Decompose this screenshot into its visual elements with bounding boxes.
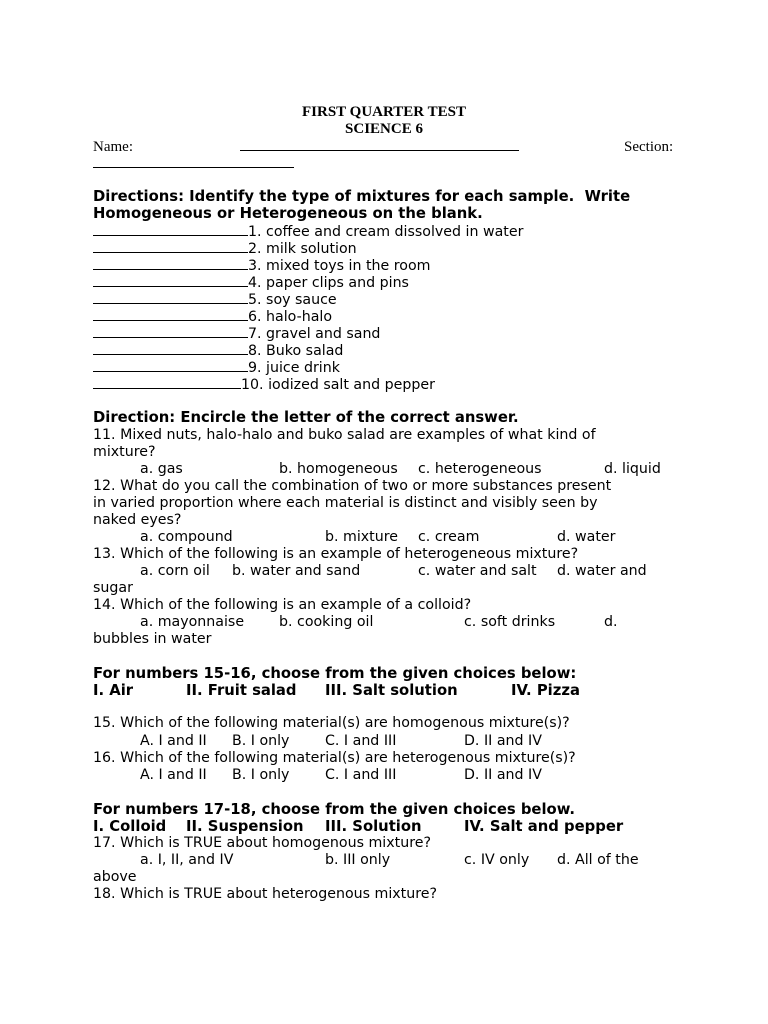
choice[interactable]: b. homogeneous: [279, 461, 398, 477]
choice[interactable]: A. I and II: [140, 733, 207, 749]
question-12: 12. What do you call the combination of two or more substances present: [93, 478, 612, 494]
question-16: 16. Which of the following material(s) are heterogenous mixture(s)?: [93, 750, 576, 766]
section-label: Section:: [624, 139, 674, 155]
option: III. Solution: [325, 818, 422, 835]
list-item: 3. mixed toys in the room: [93, 257, 431, 275]
question-11-cont: mixture?: [93, 444, 156, 460]
choice[interactable]: D. II and IV: [464, 733, 542, 749]
choice-wrap: above: [93, 869, 137, 885]
question-18: 18. Which is TRUE about heterogenous mixture?: [93, 886, 438, 902]
choice[interactable]: C. I and III: [325, 733, 397, 749]
list-item: 6. halo-halo: [93, 308, 332, 326]
choice[interactable]: d. All of the: [557, 852, 639, 868]
question-11: 11. Mixed nuts, halo-halo and buko salad are examples of what kind of: [93, 427, 596, 443]
choice[interactable]: A. I and II: [140, 767, 207, 783]
choice[interactable]: C. I and III: [325, 767, 397, 783]
choice[interactable]: a. I, II, and IV: [140, 852, 234, 868]
option: I. Colloid: [93, 818, 167, 835]
question-15: 15. Which of the following material(s) are homogenous mixture(s)?: [93, 715, 570, 731]
direction-encircle: Direction: Encircle the letter of the correct answer.: [93, 409, 519, 426]
option: I. Air: [93, 682, 134, 699]
choice[interactable]: a. gas: [140, 461, 183, 477]
list-item: 7. gravel and sand: [93, 325, 380, 343]
list-item: 1. coffee and cream dissolved in water: [93, 223, 523, 241]
answer-blank[interactable]: [93, 274, 248, 287]
choice[interactable]: d. liquid: [604, 461, 661, 477]
page-title: FIRST QUARTER TEST: [302, 104, 466, 120]
question-13: 13. Which of the following is an example of heterogeneous mixture?: [93, 546, 579, 562]
choice[interactable]: c. cream: [418, 529, 480, 545]
section-heading-17-18: For numbers 17-18, choose from the given choices below.: [93, 801, 576, 818]
choice[interactable]: a. compound: [140, 529, 233, 545]
choice[interactable]: a. corn oil: [140, 563, 210, 579]
choice[interactable]: b. water and sand: [232, 563, 361, 579]
question-14: 14. Which of the following is an example of a colloid?: [93, 597, 472, 613]
choice[interactable]: c. water and salt: [418, 563, 537, 579]
choice[interactable]: D. II and IV: [464, 767, 542, 783]
choice[interactable]: b. cooking oil: [279, 614, 374, 630]
section-heading-15-16: For numbers 15-16, choose from the given choices below:: [93, 665, 577, 682]
list-item: 9. juice drink: [93, 359, 340, 377]
question-12-cont: in varied proportion where each material is distinct and visibly seen by: [93, 495, 598, 511]
name-label: Name:: [93, 139, 133, 155]
answer-blank[interactable]: [93, 325, 248, 338]
question-17: 17. Which is TRUE about homogenous mixture?: [93, 835, 431, 851]
list-item: 4. paper clips and pins: [93, 274, 409, 292]
answer-blank[interactable]: [93, 223, 248, 236]
choice[interactable]: a. mayonnaise: [140, 614, 245, 630]
answer-blank[interactable]: [93, 342, 248, 355]
answer-blank[interactable]: [93, 240, 248, 253]
choice-wrap: sugar: [93, 580, 133, 596]
choice[interactable]: B. I only: [232, 767, 290, 783]
choice[interactable]: d.: [604, 614, 618, 630]
list-item: 2. milk solution: [93, 240, 357, 258]
list-item: 10. iodized salt and pepper: [93, 376, 435, 394]
answer-blank[interactable]: [93, 359, 248, 372]
page-subtitle: SCIENCE 6: [345, 121, 423, 137]
choice-wrap: bubbles in water: [93, 631, 212, 647]
choice[interactable]: c. IV only: [464, 852, 530, 868]
section-blank[interactable]: [93, 155, 294, 168]
choice[interactable]: c. heterogeneous: [418, 461, 542, 477]
choice[interactable]: d. water: [557, 529, 616, 545]
list-item: 8. Buko salad: [93, 342, 343, 360]
answer-blank[interactable]: [93, 257, 248, 270]
choice[interactable]: d. water and: [557, 563, 647, 579]
option: IV. Pizza: [511, 682, 580, 699]
directions-line-1: Directions: Identify the type of mixtures for each sample. Write: [93, 188, 631, 205]
answer-blank[interactable]: [93, 376, 241, 389]
answer-blank[interactable]: [93, 291, 248, 304]
question-12-cont: naked eyes?: [93, 512, 182, 528]
answer-blank[interactable]: [93, 308, 248, 321]
name-blank[interactable]: [240, 138, 519, 151]
choice[interactable]: B. I only: [232, 733, 290, 749]
option: II. Suspension: [186, 818, 304, 835]
choice[interactable]: c. soft drinks: [464, 614, 556, 630]
choice[interactable]: b. III only: [325, 852, 391, 868]
directions-line-2: Homogeneous or Heterogeneous on the blank.: [93, 205, 483, 222]
option: II. Fruit salad: [186, 682, 297, 699]
choice[interactable]: b. mixture: [325, 529, 398, 545]
option: IV. Salt and pepper: [464, 818, 624, 835]
option: III. Salt solution: [325, 682, 458, 699]
list-item: 5. soy sauce: [93, 291, 337, 309]
